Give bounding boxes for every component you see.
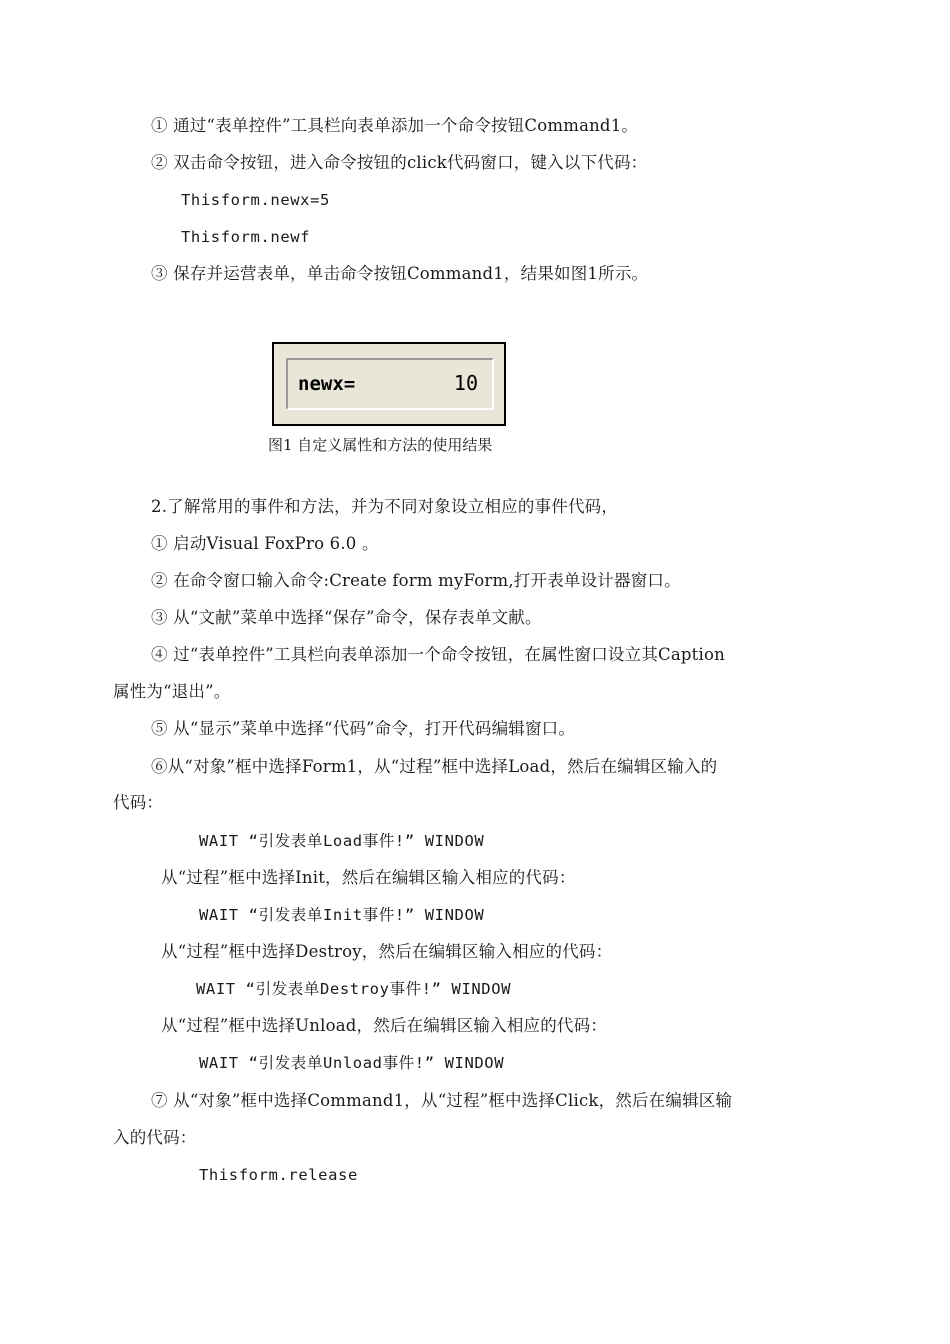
code-line-newf: Thisform.newf	[181, 228, 311, 246]
step-3-text: ③ 保存并运营表单，单击命令按钮Command1，结果如图1所示。	[151, 264, 649, 283]
section-2-step-6-cont: 代码：	[113, 793, 164, 812]
figure-value: 10	[453, 371, 478, 395]
code-line-newx: Thisform.newx=5	[181, 191, 330, 209]
code-wait-unload: WAIT “引发表单Unload事件!” WINDOW	[199, 1054, 505, 1072]
text-select-init: 从“过程”框中选择Init，然后在编辑区输入相应的代码：	[161, 868, 576, 887]
code-wait-init: WAIT “引发表单Init事件!” WINDOW	[199, 906, 485, 924]
step-2-text: ② 双击命令按钮，进入命令按钮的click代码窗口，键入以下代码：	[151, 153, 648, 172]
figure-result-window	[272, 342, 506, 426]
section-2-step-7: ⑦ 从“对象”框中选择Command1，从“过程”框中选择Click，然后在编辑区输	[151, 1091, 733, 1110]
section-2-step-6: ⑥从“对象”框中选择Form1，从“过程”框中选择Load，然后在编辑区输入的	[151, 757, 718, 776]
code-wait-destroy: WAIT “引发表单Destroy事件!” WINDOW	[196, 980, 512, 998]
code-release: Thisform.release	[199, 1166, 358, 1184]
text-select-destroy: 从“过程”框中选择Destroy，然后在编辑区输入相应的代码：	[161, 942, 613, 961]
section-2-step-7-cont: 入的代码：	[113, 1128, 197, 1147]
text-select-unload: 从“过程”框中选择Unload，然后在编辑区输入相应的代码：	[161, 1016, 608, 1035]
section-2-step-4: ④ 过“表单控件”工具栏向表单添加一个命令按钮，在属性窗口设立其Caption	[151, 645, 725, 664]
section-2-heading: 2.了解常用的事件和方法，并为不同对象设立相应的事件代码，	[151, 497, 619, 516]
code-wait-load: WAIT “引发表单Load事件!” WINDOW	[199, 832, 485, 850]
section-2-step-5: ⑤ 从“显示”菜单中选择“代码”命令，打开代码编辑窗口。	[151, 719, 576, 738]
section-2-step-3: ③ 从“文献”菜单中选择“保存”命令，保存表单文献。	[151, 608, 542, 627]
step-1-text: ① 通过“表单控件”工具栏向表单添加一个命令按钮Command1。	[151, 116, 639, 135]
figure-label: newx=	[298, 373, 356, 395]
figure-caption: 图1 自定义属性和方法的使用结果	[268, 436, 493, 454]
figure-textbox	[286, 358, 494, 410]
section-2-step-4-cont: 属性为“退出”。	[113, 682, 231, 701]
section-2-step-1: ① 启动Visual FoxPro 6.0 。	[151, 534, 379, 553]
section-2-step-2: ② 在命令窗口输入命令:Create form myForm,打开表单设计器窗口。	[151, 571, 681, 590]
